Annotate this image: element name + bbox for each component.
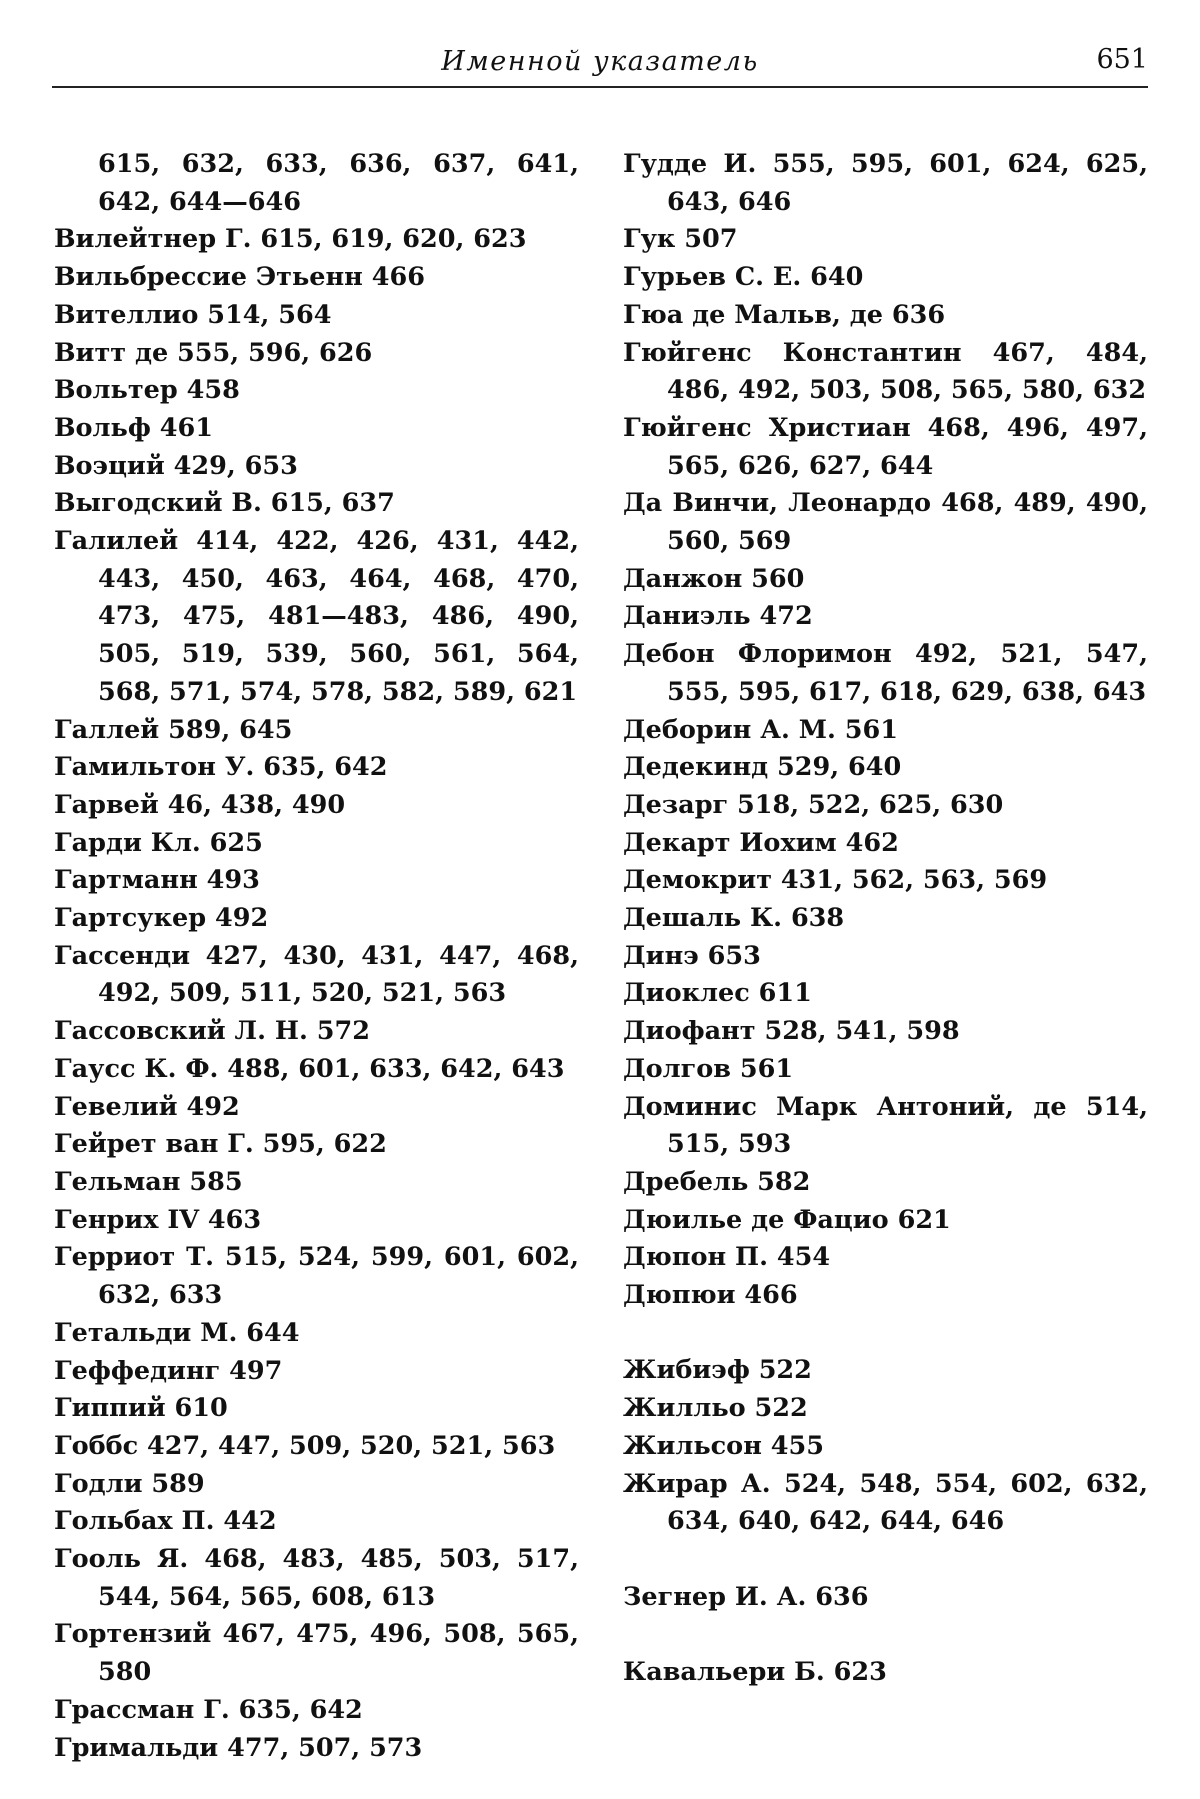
index-section-gap [623,1541,1148,1579]
index-entry: Гартманн 493 [54,865,260,896]
page-header [52,40,1148,88]
index-entry: Грассман Г. 635, 642 [54,1694,363,1725]
index-entry: Генрих IV 463 [54,1204,262,1235]
index-entry: Гук 507 [623,224,738,255]
index-entry: Гоббс 427, 447, 509, 520, 521, 563 [54,1430,556,1461]
index-column-right [623,146,1148,1692]
index-entry: Кавальери Б. 623 [623,1657,887,1688]
index-entry: Деборин А. М. 561 [623,714,898,745]
page-number: 651 [1096,44,1148,75]
index-entry: Гримальди 477, 507, 573 [54,1732,423,1763]
index-entry: Вольтер 458 [54,375,240,406]
index-entry: Жильсон 455 [623,1430,824,1461]
index-entry: Гарвей 46, 438, 490 [54,789,346,820]
index-section-gap [623,1616,1148,1654]
index-entry: Галилей 414, 422, 426, 431, 442, 443, 450, 463, 464, 468, 470, 473, 475, 481—483, 486, 490, 505, 519, 539, 560, 561, 564, 568, 571, 574, 578, 582, 589, 621 [54,526,579,707]
index-entry: Дезарг 518, 522, 625, 630 [623,789,1004,820]
index-entry: Вителлио 514, 564 [54,299,332,330]
index-entry: Вилейтнер Г. 615, 619, 620, 623 [54,224,527,255]
index-entry: Демокрит 431, 562, 563, 569 [623,865,1048,896]
index-entry: Гартсукер 492 [54,903,269,934]
index-entry: Гюйгенс Константин 467, 484, 486, 492, 503, 508, 565, 580, 632 [623,337,1148,406]
index-entry: Дюпюи 466 [623,1280,798,1311]
index-entry: Гооль Я. 468, 483, 485, 503, 517, 544, 564, 565, 608, 613 [54,1544,579,1612]
index-entry: Гейрет ван Г. 595, 622 [54,1129,387,1160]
index-entry: Гевелий 492 [54,1091,240,1122]
index-entry: Герриот Т. 515, 524, 599, 601, 602, 632, 633 [54,1242,579,1311]
index-entry: Гельман 585 [54,1166,243,1197]
index-entry: Динэ 653 [623,940,761,971]
running-head: Именной указатель [441,46,759,77]
index-entry: Гамильтон У. 635, 642 [54,752,388,783]
index-entry: Доминис Марк Антоний, де 514, 515, 593 [623,1091,1148,1160]
index-section-gap [623,1315,1148,1353]
index-entry: Дюпон П. 454 [623,1242,831,1273]
index-entry: Гурьев С. Е. 640 [623,262,864,293]
index-entry: Зегнер И. А. 636 [623,1581,869,1612]
index-entry: Гаусс К. Ф. 488, 601, 633, 642, 643 [54,1053,565,1084]
index-entry: Жибиэф 522 [623,1355,812,1386]
index-entry: Гудде И. 555, 595, 601, 624, 625, 643, 646 [623,149,1148,217]
index-entry: Данжон 560 [623,563,805,594]
index-entry: Годли 589 [54,1468,205,1499]
index-entry: Диоклес 611 [623,978,812,1009]
index-entry: Геффединг 497 [54,1355,283,1386]
index-entry: Галлей 589, 645 [54,714,293,745]
index-entry: Гассенди 427, 430, 431, 447, 468, 492, 509, 511, 520, 521, 563 [54,940,579,1009]
index-column-left [54,146,579,1767]
index-entry: Дебон Флоримон 492, 521, 547, 555, 595, 617, 618, 629, 638, 643 [623,639,1148,707]
index-entry: Гортензий 467, 475, 496, 508, 565, 580 [54,1619,579,1688]
index-entry: Гиппий 610 [54,1393,228,1424]
index-entry: Дюилье де Фацио 621 [623,1204,951,1235]
index-entry: Даниэль 472 [623,601,813,632]
index-entry: Долгов 561 [623,1053,794,1084]
index-entry: Жилльо 522 [623,1393,808,1424]
index-entry: Да Винчи, Леонардо 468, 489, 490, 560, 569 [623,488,1148,557]
index-entry: Гассовский Л. Н. 572 [54,1016,370,1047]
index-entry: Гарди Кл. 625 [54,827,263,858]
index-entry: Гольбах П. 442 [54,1506,277,1537]
index-entry: Дребель 582 [623,1166,811,1197]
index-entry: Дешаль К. 638 [623,903,845,934]
index-entry: Декарт Иохим 462 [623,827,899,858]
index-entry: Гюйгенс Христиан 468, 496, 497, 565, 626, 627, 644 [623,412,1148,481]
index-entry: Гюа де Мальв, де 636 [623,299,946,330]
index-entry: Вильбрессие Этьенн 466 [54,262,425,293]
index-entry: Дедекинд 529, 640 [623,752,902,783]
index-entry: Жирар А. 524, 548, 554, 602, 632, 634, 640, 642, 644, 646 [623,1468,1148,1537]
index-entry: Витт де 555, 596, 626 [54,337,373,368]
index-entry: Вольф 461 [54,412,213,443]
header-rule [52,86,1148,88]
index-entry: Гетальди М. 644 [54,1317,300,1348]
index-entry: 615, 632, 633, 636, 637, 641, 642, 644—646 [98,149,579,217]
index-entry: Воэций 429, 653 [54,450,298,481]
index-entry: Выгодский В. 615, 637 [54,488,395,519]
index-entry: Диофант 528, 541, 598 [623,1016,960,1047]
